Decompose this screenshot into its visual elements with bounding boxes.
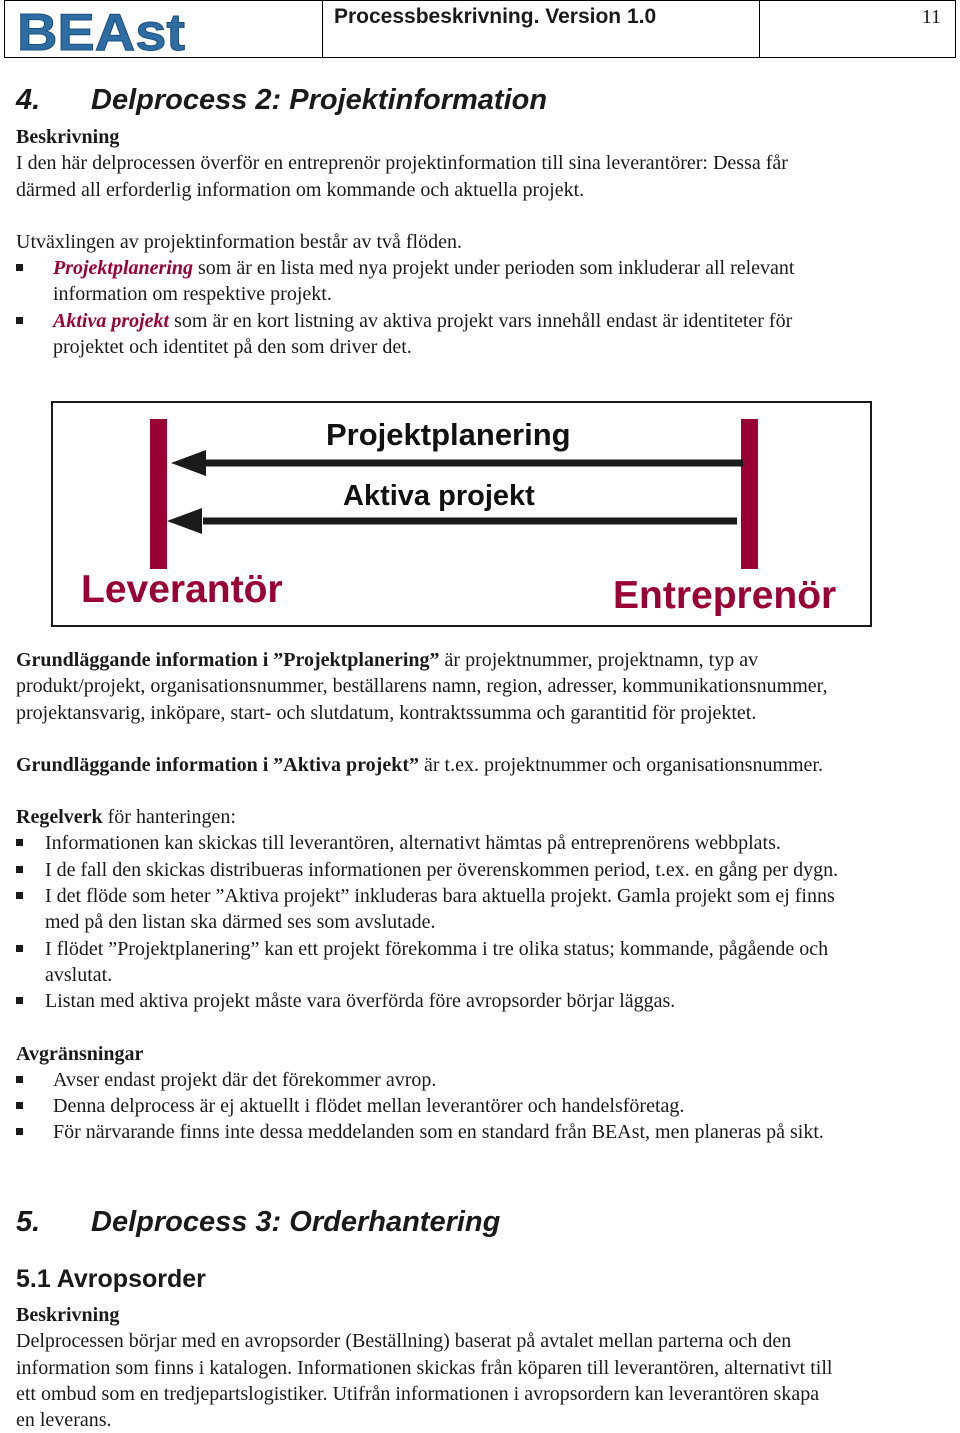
section-5-body (16, 1302, 832, 1433)
paragraph-line: en leverans. (16, 1409, 112, 1432)
info-text: är projektnummer, projektnamn, typ av (439, 649, 759, 671)
section-number: 5. (16, 1206, 41, 1238)
section-4-heading (16, 84, 547, 117)
beast-logo (5, 1, 323, 57)
flow-desc-cont: projektet och identitet på den som driver det. (53, 336, 412, 359)
arrow-left-icon (167, 508, 202, 534)
logo-cell (5, 1, 323, 57)
svg-text:BEAst: BEAst (17, 4, 185, 57)
regelverk-heading: Regelverk för hanteringen: (16, 806, 236, 829)
beskrivning-heading: Beskrivning (16, 1304, 120, 1326)
regelverk-list (16, 830, 838, 1014)
document-title: Processbeskrivning. Version 1.0 (323, 1, 760, 57)
bullet-square-icon (16, 264, 23, 271)
arrow-left-icon (171, 450, 206, 476)
avgransningar-list (16, 1067, 838, 1146)
party-leverantor: Leverantör (81, 568, 283, 611)
page-number: 11 (921, 6, 941, 28)
bullet-square-icon (16, 1102, 23, 1109)
leverantor-bar (150, 419, 167, 569)
bullet-square-icon (16, 945, 23, 952)
avgransningar-item-text: Denna delprocess är ej aktuellt i flödet mellan leverantörer och handelsföretag. (53, 1095, 685, 1118)
regelverk-item (16, 936, 838, 989)
flow-label-projektplanering: Projektplanering (326, 417, 571, 452)
bullet-square-icon (16, 1128, 23, 1135)
regelverk-item-text: I det flöde som heter ”Aktiva projekt” inkluderas bara aktuella projekt. Gamla projekt som ej finns (45, 885, 835, 908)
intro-line: därmed all erforderlig information om kommande och aktuella projekt. (16, 178, 585, 201)
paragraph-line: Delprocessen börjar med en avropsorder (Beställning) baserat på avtalet mellan parterna och den (16, 1330, 792, 1353)
regelverk-item-text: Informationen kan skickas till leverantören, alternativt hämtas på entreprenörens webbplats. (45, 832, 781, 855)
section-number: 4. (16, 84, 41, 116)
regelverk-item (16, 857, 838, 883)
regelverk-item (16, 830, 838, 856)
info-text: produkt/projekt, organisationsnummer, beställarens namn, region, adresser, kommunikationsnummer, (16, 675, 828, 698)
flow-desc: som är en lista med nya projekt under perioden som inkluderar all relevant (193, 257, 795, 280)
avgransningar-heading: Avgränsningar (16, 1042, 144, 1065)
avgransningar-item-text: För närvarande finns inte dessa meddelanden som en standard från BEAst, men planeras på sikt. (53, 1121, 824, 1144)
info-bold: Grundläggande information i ”Projektplanering” (16, 649, 440, 671)
intro-line: I den här delprocessen överför en entreprenör projektinformation till sina leverantörer: Dessa får (16, 152, 788, 175)
flow-term: Aktiva projekt (53, 309, 170, 332)
regelverk-item-text: Listan med aktiva projekt måste vara överförda före avropsorder börjar läggas. (45, 990, 676, 1013)
paragraph-line: ett ombud som en tredjepartslogistiker. Utifrån informationen i avropsordern kan leverantören skapa (16, 1382, 820, 1405)
bullet-square-icon (16, 839, 23, 846)
section-5-heading (16, 1206, 500, 1239)
flows-intro: Utväxlingen av projektinformation består av två flöden. (16, 230, 462, 253)
flow-item (16, 255, 795, 308)
flow-term: Projektplanering (53, 257, 194, 280)
avgransningar-item (16, 1093, 838, 1119)
regelverk-item (16, 988, 838, 1014)
section-5-paragraph (16, 1328, 832, 1433)
entreprenor-bar (741, 419, 758, 569)
beskrivning-heading: Beskrivning (16, 126, 120, 148)
party-entreprenor: Entreprenör (613, 574, 837, 617)
bullet-square-icon (16, 1076, 23, 1083)
regelverk-item-text: I flödet ”Projektplanering” kan ett projekt förekomma i tre olika status; kommande, pågående och (45, 937, 829, 960)
bullet-square-icon (16, 892, 23, 899)
paragraph-line: information som finns i katalogen. Informationen skickas från köparen till leverantören, alternativt till (16, 1356, 833, 1379)
bullet-square-icon (16, 317, 23, 324)
bullet-square-icon (16, 997, 23, 1004)
info-bold: Grundläggande information i ”Aktiva projekt” (16, 753, 419, 776)
regelverk-item-text: med på den listan ska därmed ses som avslutade. (45, 911, 436, 934)
flow-diagram (51, 401, 872, 627)
section-4-body (16, 124, 795, 360)
section-title: Delprocess 3: Orderhantering (91, 1206, 501, 1238)
info-text: projektansvarig, inköpare, start- och slutdatum, kontraktssumma och garantitid för projektet. (16, 701, 757, 724)
regelverk-item-text: I de fall den skickas distribueras informationen per överenskommen period, t.ex. en gång per dygn. (45, 858, 839, 881)
info-text: är t.ex. projektnummer och organisationsnummer. (419, 753, 823, 776)
flow-desc: som är en kort listning av aktiva projekt vars innehåll endast är identiteter för (169, 309, 793, 332)
subsection-heading: 5.1 Avropsorder (16, 1265, 206, 1293)
regelverk-item-text: avslutat. (45, 963, 113, 986)
bullet-square-icon (16, 866, 23, 873)
avgransningar-item (16, 1067, 838, 1093)
avgransningar-item-text: Avser endast projekt där det förekommer avrop. (53, 1068, 437, 1091)
flow-item (16, 308, 795, 361)
info-section (16, 647, 838, 1146)
section-title: Delprocess 2: Projektinformation (91, 84, 548, 116)
flow-desc-cont: information om respektive projekt. (53, 283, 332, 306)
flow-label-aktiva-projekt: Aktiva projekt (343, 480, 535, 512)
regelverk-item (16, 883, 838, 936)
avgransningar-item (16, 1119, 838, 1145)
page-header (4, 0, 956, 58)
